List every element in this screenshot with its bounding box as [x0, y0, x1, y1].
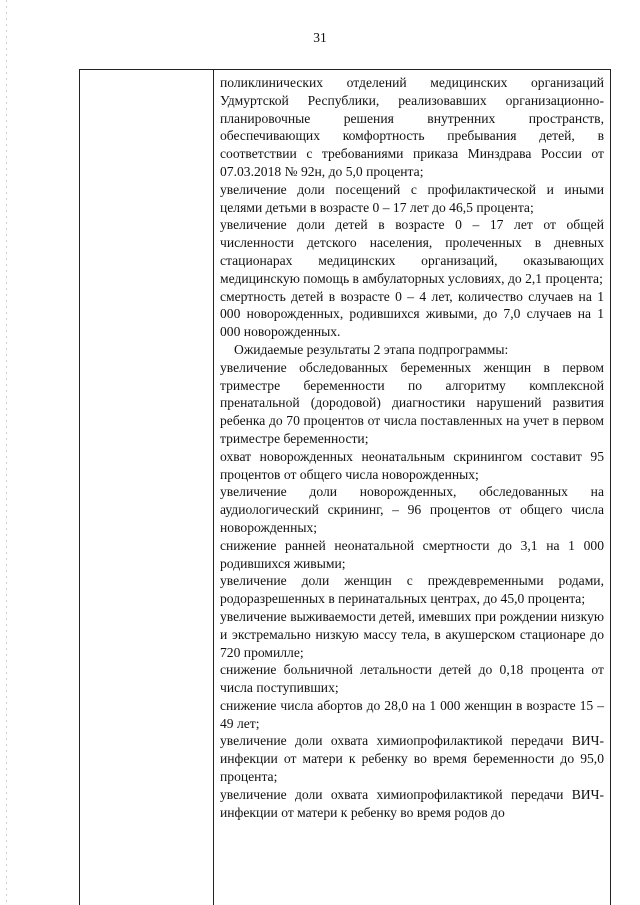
paragraph: поликлинических отделений медицинских организаций Удмуртской Республики, реализовавших организационно-планировочные решения внутренних пространств, обеспечивающих комфортность пребывания детей, в соответствии с требованиями приказа Минздрава России от 07.03.2018 № 92н, до 5,0 процента;: [220, 75, 604, 179]
paragraph: увеличение доли новорожденных, обследованных на аудиологический скрининг, – 96 процентов от общего числа новорожденных;: [220, 484, 604, 535]
table-left-cell-empty: [80, 70, 214, 905]
paragraph: увеличение выживаемости детей, имевших при рождении низкую и экстремально низкую массу тела, в акушерском стационаре до 720 промилле;: [220, 608, 604, 660]
paragraph: снижение ранней неонатальной смертности до 3,1 на 1 000 родившихся живыми;: [220, 537, 604, 571]
scan-edge-mark: [6, 0, 7, 905]
page-number: 31: [313, 30, 327, 45]
paragraph: снижение числа абортов до 28,0 на 1 000 женщин в возрасте 15 – 49 лет;: [220, 697, 604, 731]
paragraph: увеличение доли охвата химиопрофилактикой передачи ВИЧ-инфекции от матери к ребенку во время родов до: [220, 786, 604, 820]
table-right-cell: [220, 74, 604, 821]
paragraph: увеличение доли женщин с преждевременными родами, родоразрешенных в перинатальных центрах, до 45,0 процента;: [220, 573, 604, 607]
section-heading: Ожидаемые результаты 2 этапа подпрограммы:: [234, 341, 509, 357]
paragraph: смертность детей в возрасте 0 – 4 лет, количество случаев на 1 000 новорожденных, родившихся живыми, до 7,0 случаев на 1 000 новорожденных.: [220, 288, 604, 340]
paragraph: увеличение доли детей в возрасте 0 – 17 лет от общей численности детского населения, пролеченных в дневных стационарах медицинских организаций, оказывающих медицинскую помощь в амбулаторных условиях, до 2,1 процента;: [220, 217, 604, 286]
paragraph: увеличение доли охвата химиопрофилактикой передачи ВИЧ-инфекции от матери к ребенку во время беременности до 95,0 процента;: [220, 733, 604, 785]
paragraph: охват новорожденных неонатальным скринингом составит 95 процентов от общего числа новорожденных;: [220, 448, 604, 482]
paragraph: увеличение обследованных беременных женщин в первом триместре беременности по алгоритму комплексной пренатальной (дородовой) диагностики нарушений развития ребенка до 70 процентов от числа поставленных на учет в первом триместре беременности;: [220, 359, 604, 446]
paragraph: снижение больничной летальности детей до 0,18 процента от числа поступивших;: [220, 662, 604, 696]
document-table: [79, 69, 611, 905]
paragraph: увеличение доли посещений с профилактической и иными целями детьми в возрасте 0 – 17 лет до 46,5 процента;: [220, 181, 604, 215]
